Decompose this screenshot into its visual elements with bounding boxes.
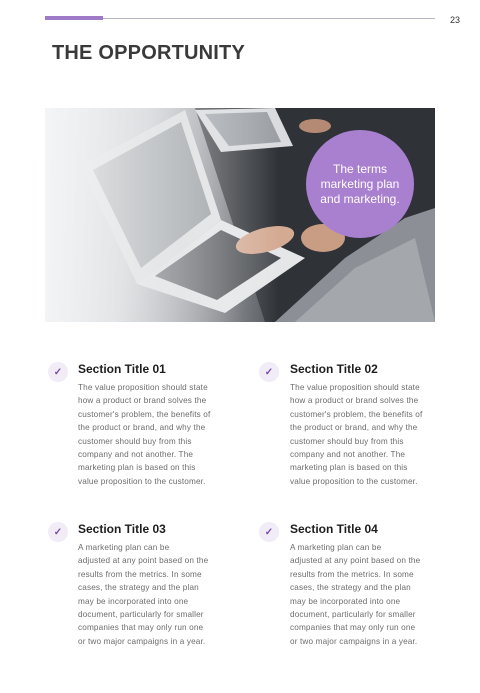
section-title: Section Title 01: [78, 362, 166, 376]
section-04: [290, 522, 465, 648]
section-01: [78, 362, 253, 488]
section-title: Section Title 03: [78, 522, 166, 536]
section-body: The value proposition should state how a product or brand solves the customer's problem, the benefits of the product or brand, and why the customer should buy from this company and not another. The marketing plan is based on this value proposition to the customer.: [290, 383, 423, 486]
section-title: Section Title 04: [290, 522, 378, 536]
check-icon: ✓: [259, 362, 279, 382]
header-rule: [45, 18, 435, 19]
section-03: [78, 522, 253, 648]
section-body: A marketing plan can be adjusted at any point based on the results from the metrics. In some cases, the strategy and the plan may be incorporated into one document, particularly for smaller companies that may only run one or two major campaigns in a year.: [78, 543, 209, 646]
section-body: The value proposition should state how a product or brand solves the customer's problem, the benefits of the product or brand, and why the customer should buy from this company and not another. The marketing plan is based on this value proposition to the customer.: [78, 383, 211, 486]
callout-circle: [306, 130, 414, 238]
page-title: THE OPPORTUNITY: [52, 42, 246, 64]
page-number: 23: [449, 15, 460, 25]
check-icon: ✓: [48, 522, 68, 542]
section-02: [290, 362, 465, 488]
section-title: Section Title 02: [290, 362, 378, 376]
check-icon: ✓: [259, 522, 279, 542]
header-accent-bar: [45, 16, 103, 20]
callout-text: The terms marketing plan and marketing.: [320, 161, 400, 206]
check-icon: ✓: [48, 362, 68, 382]
section-body: A marketing plan can be adjusted at any point based on the results from the metrics. In some cases, the strategy and the plan may be incorporated into one document, particularly for smaller companies that may only run one or two major campaigns in a year.: [290, 543, 421, 646]
